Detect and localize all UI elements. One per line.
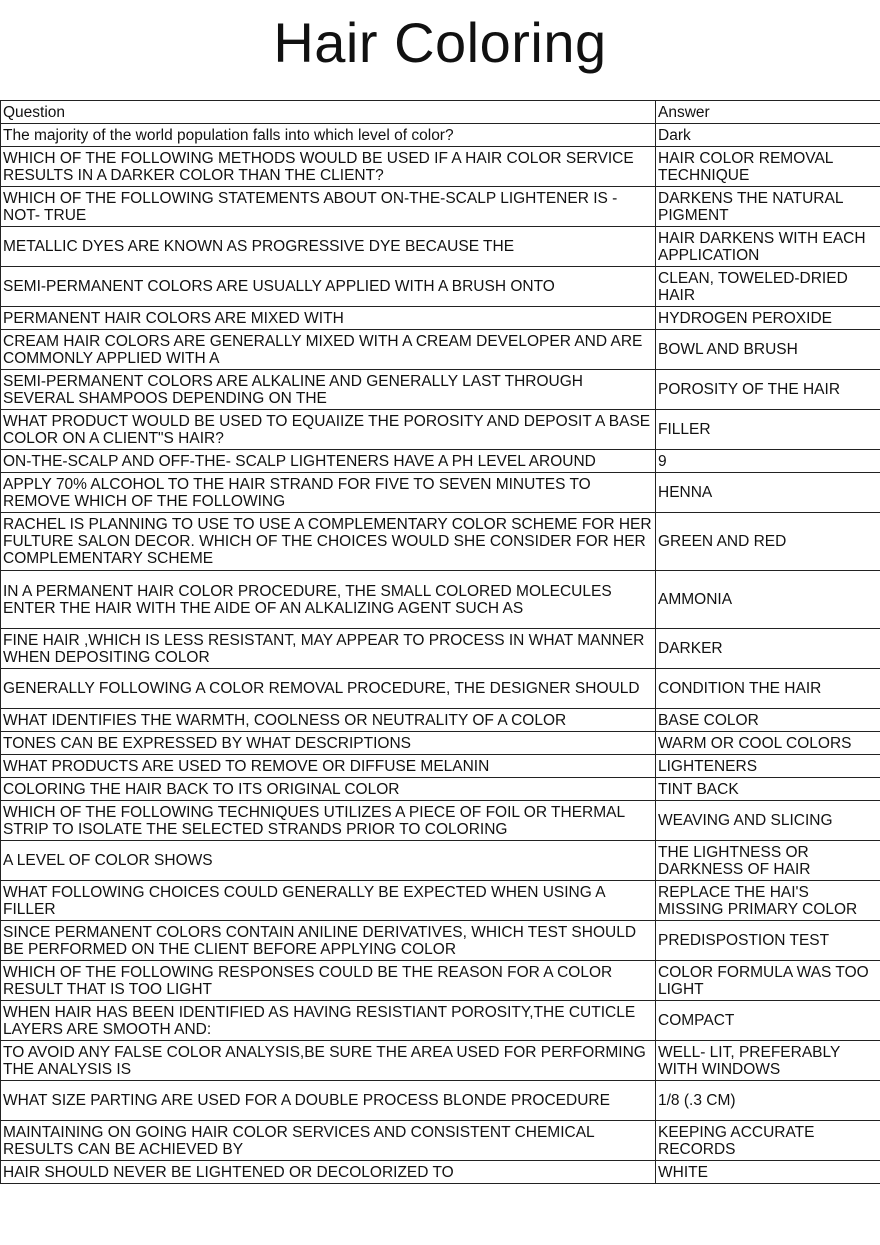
answer-cell: CLEAN, TOWELED-DRIED HAIR: [656, 267, 880, 307]
answer-cell: WELL- LIT, PREFERABLY WITH WINDOWS: [656, 1041, 880, 1081]
question-cell: WHICH OF THE FOLLOWING RESPONSES COULD BE THE REASON FOR A COLOR RESULT THAT IS TOO LIGHT: [1, 961, 656, 1001]
table-row: [1, 1041, 880, 1081]
answer-cell: COLOR FORMULA WAS TOO LIGHT: [656, 961, 880, 1001]
question-cell: WHICH OF THE FOLLOWING METHODS WOULD BE USED IF A HAIR COLOR SERVICE RESULTS IN A DARKER COLOR THAN THE CLIENT?: [1, 147, 656, 187]
answer-cell: GREEN AND RED: [656, 513, 880, 571]
table-row: [1, 227, 880, 267]
question-cell: ON-THE-SCALP AND OFF-THE- SCALP LIGHTENERS HAVE A PH LEVEL AROUND: [1, 450, 656, 473]
answer-cell: HAIR DARKENS WITH EACH APPLICATION: [656, 227, 880, 267]
table-row: [1, 410, 880, 450]
table-row: [1, 473, 880, 513]
table-row: [1, 147, 880, 187]
question-cell: WHICH OF THE FOLLOWING STATEMENTS ABOUT ON-THE-SCALP LIGHTENER IS -NOT- TRUE: [1, 187, 656, 227]
answer-cell: THE LIGHTNESS OR DARKNESS OF HAIR: [656, 841, 880, 881]
answer-cell: 1/8 (.3 CM): [656, 1081, 880, 1121]
table-row: [1, 629, 880, 669]
answer-cell: FILLER: [656, 410, 880, 450]
table-row: [1, 961, 880, 1001]
answer-cell: REPLACE THE HAI'S MISSING PRIMARY COLOR: [656, 881, 880, 921]
table-row: [1, 755, 880, 778]
question-cell: SEMI-PERMANENT COLORS ARE ALKALINE AND GENERALLY LAST THROUGH SEVERAL SHAMPOOS DEPENDING ON THE: [1, 370, 656, 410]
table-row: [1, 571, 880, 629]
answer-cell: HAIR COLOR REMOVAL TECHNIQUE: [656, 147, 880, 187]
answer-cell: Dark: [656, 124, 880, 147]
answer-cell: COMPACT: [656, 1001, 880, 1041]
answer-cell: LIGHTENERS: [656, 755, 880, 778]
qa-table: [0, 100, 880, 1184]
table-row: [1, 124, 880, 147]
question-cell: SEMI-PERMANENT COLORS ARE USUALLY APPLIED WITH A BRUSH ONTO: [1, 267, 656, 307]
table-header-row: [1, 101, 880, 124]
question-cell: GENERALLY FOLLOWING A COLOR REMOVAL PROCEDURE, THE DESIGNER SHOULD: [1, 669, 656, 709]
question-cell: COLORING THE HAIR BACK TO ITS ORIGINAL COLOR: [1, 778, 656, 801]
table-row: [1, 307, 880, 330]
table-row: [1, 1161, 880, 1184]
table-row: [1, 841, 880, 881]
table-row: [1, 669, 880, 709]
answer-cell: WEAVING AND SLICING: [656, 801, 880, 841]
question-cell: WHAT SIZE PARTING ARE USED FOR A DOUBLE PROCESS BLONDE PROCEDURE: [1, 1081, 656, 1121]
question-cell: METALLIC DYES ARE KNOWN AS PROGRESSIVE DYE BECAUSE THE: [1, 227, 656, 267]
answer-cell: TINT BACK: [656, 778, 880, 801]
table-row: [1, 732, 880, 755]
question-cell: TO AVOID ANY FALSE COLOR ANALYSIS,BE SURE THE AREA USED FOR PERFORMING THE ANALYSIS IS: [1, 1041, 656, 1081]
page-title: Hair Coloring: [273, 11, 607, 74]
table-row: [1, 1001, 880, 1041]
table-row: [1, 330, 880, 370]
table-row: [1, 513, 880, 571]
answer-cell: WHITE: [656, 1161, 880, 1184]
table-row: [1, 187, 880, 227]
question-cell: WHAT IDENTIFIES THE WARMTH, COOLNESS OR NEUTRALITY OF A COLOR: [1, 709, 656, 732]
question-cell: CREAM HAIR COLORS ARE GENERALLY MIXED WITH A CREAM DEVELOPER AND ARE COMMONLY APPLIED WITH A: [1, 330, 656, 370]
table-row: [1, 267, 880, 307]
answer-cell: HENNA: [656, 473, 880, 513]
answer-cell: BOWL AND BRUSH: [656, 330, 880, 370]
answer-cell: DARKENS THE NATURAL PIGMENT: [656, 187, 880, 227]
table-body: [1, 124, 880, 1184]
answer-cell: POROSITY OF THE HAIR: [656, 370, 880, 410]
question-cell: HAIR SHOULD NEVER BE LIGHTENED OR DECOLORIZED TO: [1, 1161, 656, 1184]
table-row: [1, 370, 880, 410]
question-cell: WHEN HAIR HAS BEEN IDENTIFIED AS HAVING RESISTIANT POROSITY,THE CUTICLE LAYERS ARE SMOOTH AND:: [1, 1001, 656, 1041]
table-row: [1, 881, 880, 921]
question-cell: MAINTAINING ON GOING HAIR COLOR SERVICES AND CONSISTENT CHEMICAL RESULTS CAN BE ACHIEVED BY: [1, 1121, 656, 1161]
answer-cell: AMMONIA: [656, 571, 880, 629]
table-row: [1, 778, 880, 801]
answer-cell: BASE COLOR: [656, 709, 880, 732]
table-row: [1, 1121, 880, 1161]
answer-cell: KEEPING ACCURATE RECORDS: [656, 1121, 880, 1161]
table-row: [1, 709, 880, 732]
answer-cell: WARM OR COOL COLORS: [656, 732, 880, 755]
question-cell: PERMANENT HAIR COLORS ARE MIXED WITH: [1, 307, 656, 330]
answer-cell: DARKER: [656, 629, 880, 669]
question-cell: A LEVEL OF COLOR SHOWS: [1, 841, 656, 881]
table-row: [1, 921, 880, 961]
table-row: [1, 450, 880, 473]
question-cell: FINE HAIR ,WHICH IS LESS RESISTANT, MAY APPEAR TO PROCESS IN WHAT MANNER WHEN DEPOSITING COLOR: [1, 629, 656, 669]
question-cell: WHAT PRODUCT WOULD BE USED TO EQUAIIZE THE POROSITY AND DEPOSIT A BASE COLOR ON A CLIENT"S HAIR?: [1, 410, 656, 450]
table-row: [1, 1081, 880, 1121]
question-cell: SINCE PERMANENT COLORS CONTAIN ANILINE DERIVATIVES, WHICH TEST SHOULD BE PERFORMED ON THE CLIENT BEFORE APPLYING COLOR: [1, 921, 656, 961]
question-cell: WHAT FOLLOWING CHOICES COULD GENERALLY BE EXPECTED WHEN USING A FILLER: [1, 881, 656, 921]
column-header-answer: Answer: [656, 101, 880, 124]
question-cell: APPLY 70% ALCOHOL TO THE HAIR STRAND FOR FIVE TO SEVEN MINUTES TO REMOVE WHICH OF THE FOLLOWING: [1, 473, 656, 513]
question-cell: TONES CAN BE EXPRESSED BY WHAT DESCRIPTIONS: [1, 732, 656, 755]
answer-cell: 9: [656, 450, 880, 473]
column-header-question: Question: [1, 101, 656, 124]
question-cell: WHICH OF THE FOLLOWING TECHNIQUES UTILIZES A PIECE OF FOIL OR THERMAL STRIP TO ISOLATE THE SELECTED STRANDS PRIOR TO COLORING: [1, 801, 656, 841]
question-cell: The majority of the world population falls into which level of color?: [1, 124, 656, 147]
answer-cell: HYDROGEN PEROXIDE: [656, 307, 880, 330]
question-cell: WHAT PRODUCTS ARE USED TO REMOVE OR DIFFUSE MELANIN: [1, 755, 656, 778]
question-cell: IN A PERMANENT HAIR COLOR PROCEDURE, THE SMALL COLORED MOLECULES ENTER THE HAIR WITH THE AIDE OF AN ALKALIZING AGENT SUCH AS: [1, 571, 656, 629]
table-row: [1, 801, 880, 841]
answer-cell: PREDISPOSTION TEST: [656, 921, 880, 961]
answer-cell: CONDITION THE HAIR: [656, 669, 880, 709]
question-cell: RACHEL IS PLANNING TO USE TO USE A COMPLEMENTARY COLOR SCHEME FOR HER FULTURE SALON DECOR. WHICH OF THE CHOICES WOULD SHE CONSIDER FOR HER COMPLEMENTARY SCHEME: [1, 513, 656, 571]
